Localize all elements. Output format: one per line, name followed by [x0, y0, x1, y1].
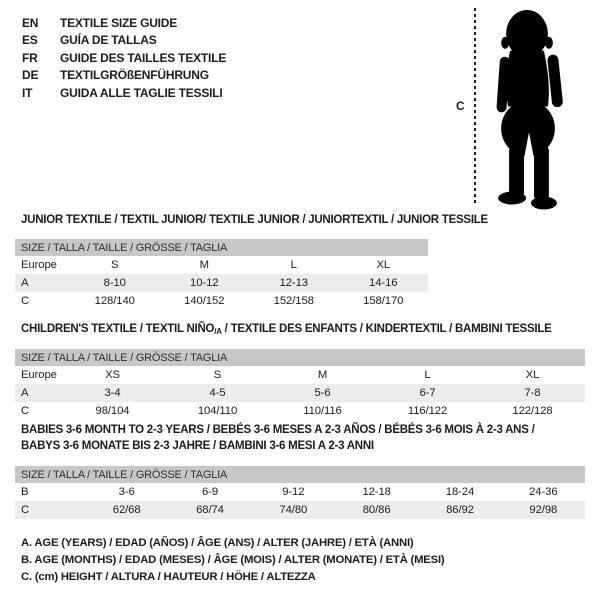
height-measure-label: C: [456, 99, 465, 113]
row-label: Europe: [21, 259, 57, 271]
table-cell: XL: [525, 369, 540, 381]
table-cell: 140/152: [184, 295, 225, 307]
lang-label: GUÍA DE TALLAS: [60, 33, 157, 48]
row-label: C: [21, 504, 30, 516]
lang-code: ES: [22, 33, 38, 48]
size-header: SIZE / TALLA / TAILLE / GRÖSSE / TAGLIA: [15, 466, 585, 483]
lang-code: FR: [22, 50, 38, 65]
lang-label: TEXTILGRÖßENFÜHRUNG: [60, 68, 209, 83]
table-cell: XS: [105, 369, 120, 381]
table-cell: S: [111, 259, 119, 271]
table-row: [15, 292, 428, 310]
table-cell: 104/110: [197, 405, 238, 417]
babies-title-line2: BABYS 3-6 MONATE BIS 2-3 JAHRE / BAMBINI 3-6 MESI A 2-3 ANNI: [21, 439, 374, 452]
table-row: [15, 501, 585, 519]
table-cell: 12-18: [362, 486, 391, 498]
table-cell: 24-36: [529, 486, 558, 498]
table-cell: 152/158: [273, 295, 314, 307]
table-cell: 7-8: [524, 387, 541, 399]
table-cell: 98/104: [95, 405, 130, 417]
footnote-c: C. (cm) HEIGHT / ALTURA / HAUTEUR / HÖHE / ALTEZZA: [21, 571, 316, 583]
table-cell: 10-12: [190, 277, 219, 289]
table-cell: 158/170: [363, 295, 404, 307]
table-cell: 74/80: [279, 504, 308, 516]
table-cell: 3-4: [104, 387, 121, 399]
table-cell: M: [199, 259, 209, 271]
table-cell: 62/68: [112, 504, 141, 516]
footnotes: [21, 535, 444, 586]
row-label: C: [21, 405, 30, 417]
row-label: C: [21, 295, 30, 307]
table-row: [15, 256, 428, 274]
lang-row-en: [22, 14, 226, 32]
table-cell: 5-6: [314, 387, 331, 399]
table-cell: 6-7: [419, 387, 436, 399]
table-cell: XL: [376, 259, 391, 271]
toddler-figure: [440, 0, 600, 220]
children-title-post: / TEXTILE DES ENFANTS / KINDERTEXTIL / BAMBINI TESSILE: [221, 323, 552, 335]
row-label: A: [21, 277, 29, 289]
lang-code: DE: [22, 68, 39, 83]
table-row: [15, 483, 585, 501]
lang-label: GUIDE DES TAILLES TEXTILE: [60, 50, 227, 65]
table-cell: 8-10: [103, 277, 126, 289]
children-section-title: [21, 322, 552, 340]
table-cell: 6-9: [201, 486, 218, 498]
babies-section-title: [21, 423, 586, 454]
row-label: B: [21, 486, 29, 498]
children-title-sub: /A: [214, 327, 222, 336]
babies-size-table: [15, 466, 585, 519]
lang-label: GUIDA ALLE TAGLIE TESSILI: [60, 85, 223, 100]
table-cell: 122/128: [512, 405, 553, 417]
table-cell: 68/74: [196, 504, 224, 516]
table-cell: 18-24: [445, 486, 475, 498]
junior-size-table: [15, 239, 428, 310]
toddler-silhouette-icon: [481, 7, 577, 211]
footnote-b: B. AGE (MONTHS) / EDAD (MESES) / ÂGE (MOIS) / ALTER (MONATE) / ETÀ (MESI): [21, 554, 445, 566]
language-guide: [22, 14, 226, 102]
height-measure-line: [474, 8, 476, 206]
table-cell: L: [290, 259, 297, 271]
table-cell: 3-6: [118, 486, 135, 498]
table-cell: 9-12: [282, 486, 305, 498]
table-cell: 116/122: [407, 405, 448, 417]
table-cell: 80/86: [362, 504, 391, 516]
table-cell: 128/140: [94, 295, 135, 307]
lang-row-fr: [22, 49, 226, 67]
lang-row-de: [22, 67, 226, 85]
table-row: [15, 366, 585, 384]
size-header: SIZE / TALLA / TAILLE / GRÖSSE / TAGLIA: [15, 349, 585, 366]
size-header: SIZE / TALLA / TAILLE / GRÖSSE / TAGLIA: [15, 239, 428, 256]
children-title-pre: CHILDREN'S TEXTILE / TEXTIL NIÑO: [21, 323, 215, 335]
lang-code: EN: [22, 15, 39, 30]
table-cell: 4-5: [209, 387, 226, 399]
lang-label: TEXTILE SIZE GUIDE: [60, 15, 178, 30]
junior-section-title: JUNIOR TEXTILE / TEXTIL JUNIOR/ TEXTILE JUNIOR / JUNIORTEXTIL / JUNIOR TESSILE: [21, 214, 488, 226]
table-cell: S: [213, 369, 222, 381]
row-label: Europe: [21, 369, 57, 381]
row-label: A: [21, 387, 29, 399]
children-size-table: [15, 349, 585, 420]
table-cell: L: [424, 369, 431, 381]
table-row: [15, 384, 585, 402]
babies-title-line1: BABIES 3-6 MONTH TO 2-3 YEARS / BEBÉS 3-6 MESES A 2-3 AÑOS / BÉBÉS 3-6 MOIS À 2-3 ANS /: [21, 424, 535, 436]
table-cell: M: [317, 369, 328, 381]
footnote-a: A. AGE (YEARS) / EDAD (AÑOS) / ÂGE (ANS) / ALTER (JAHRE) / ETÀ (ANNI): [21, 537, 414, 549]
lang-row-it: [22, 84, 226, 102]
lang-code: IT: [22, 85, 33, 100]
table-cell: 12-13: [279, 277, 308, 289]
table-cell: 110/116: [303, 405, 342, 417]
table-row: [15, 402, 585, 420]
lang-row-es: [22, 32, 226, 50]
table-row: [15, 274, 428, 292]
table-cell: 86/92: [446, 504, 474, 516]
table-cell: 14-16: [369, 277, 398, 289]
table-cell: 92/98: [529, 504, 558, 516]
